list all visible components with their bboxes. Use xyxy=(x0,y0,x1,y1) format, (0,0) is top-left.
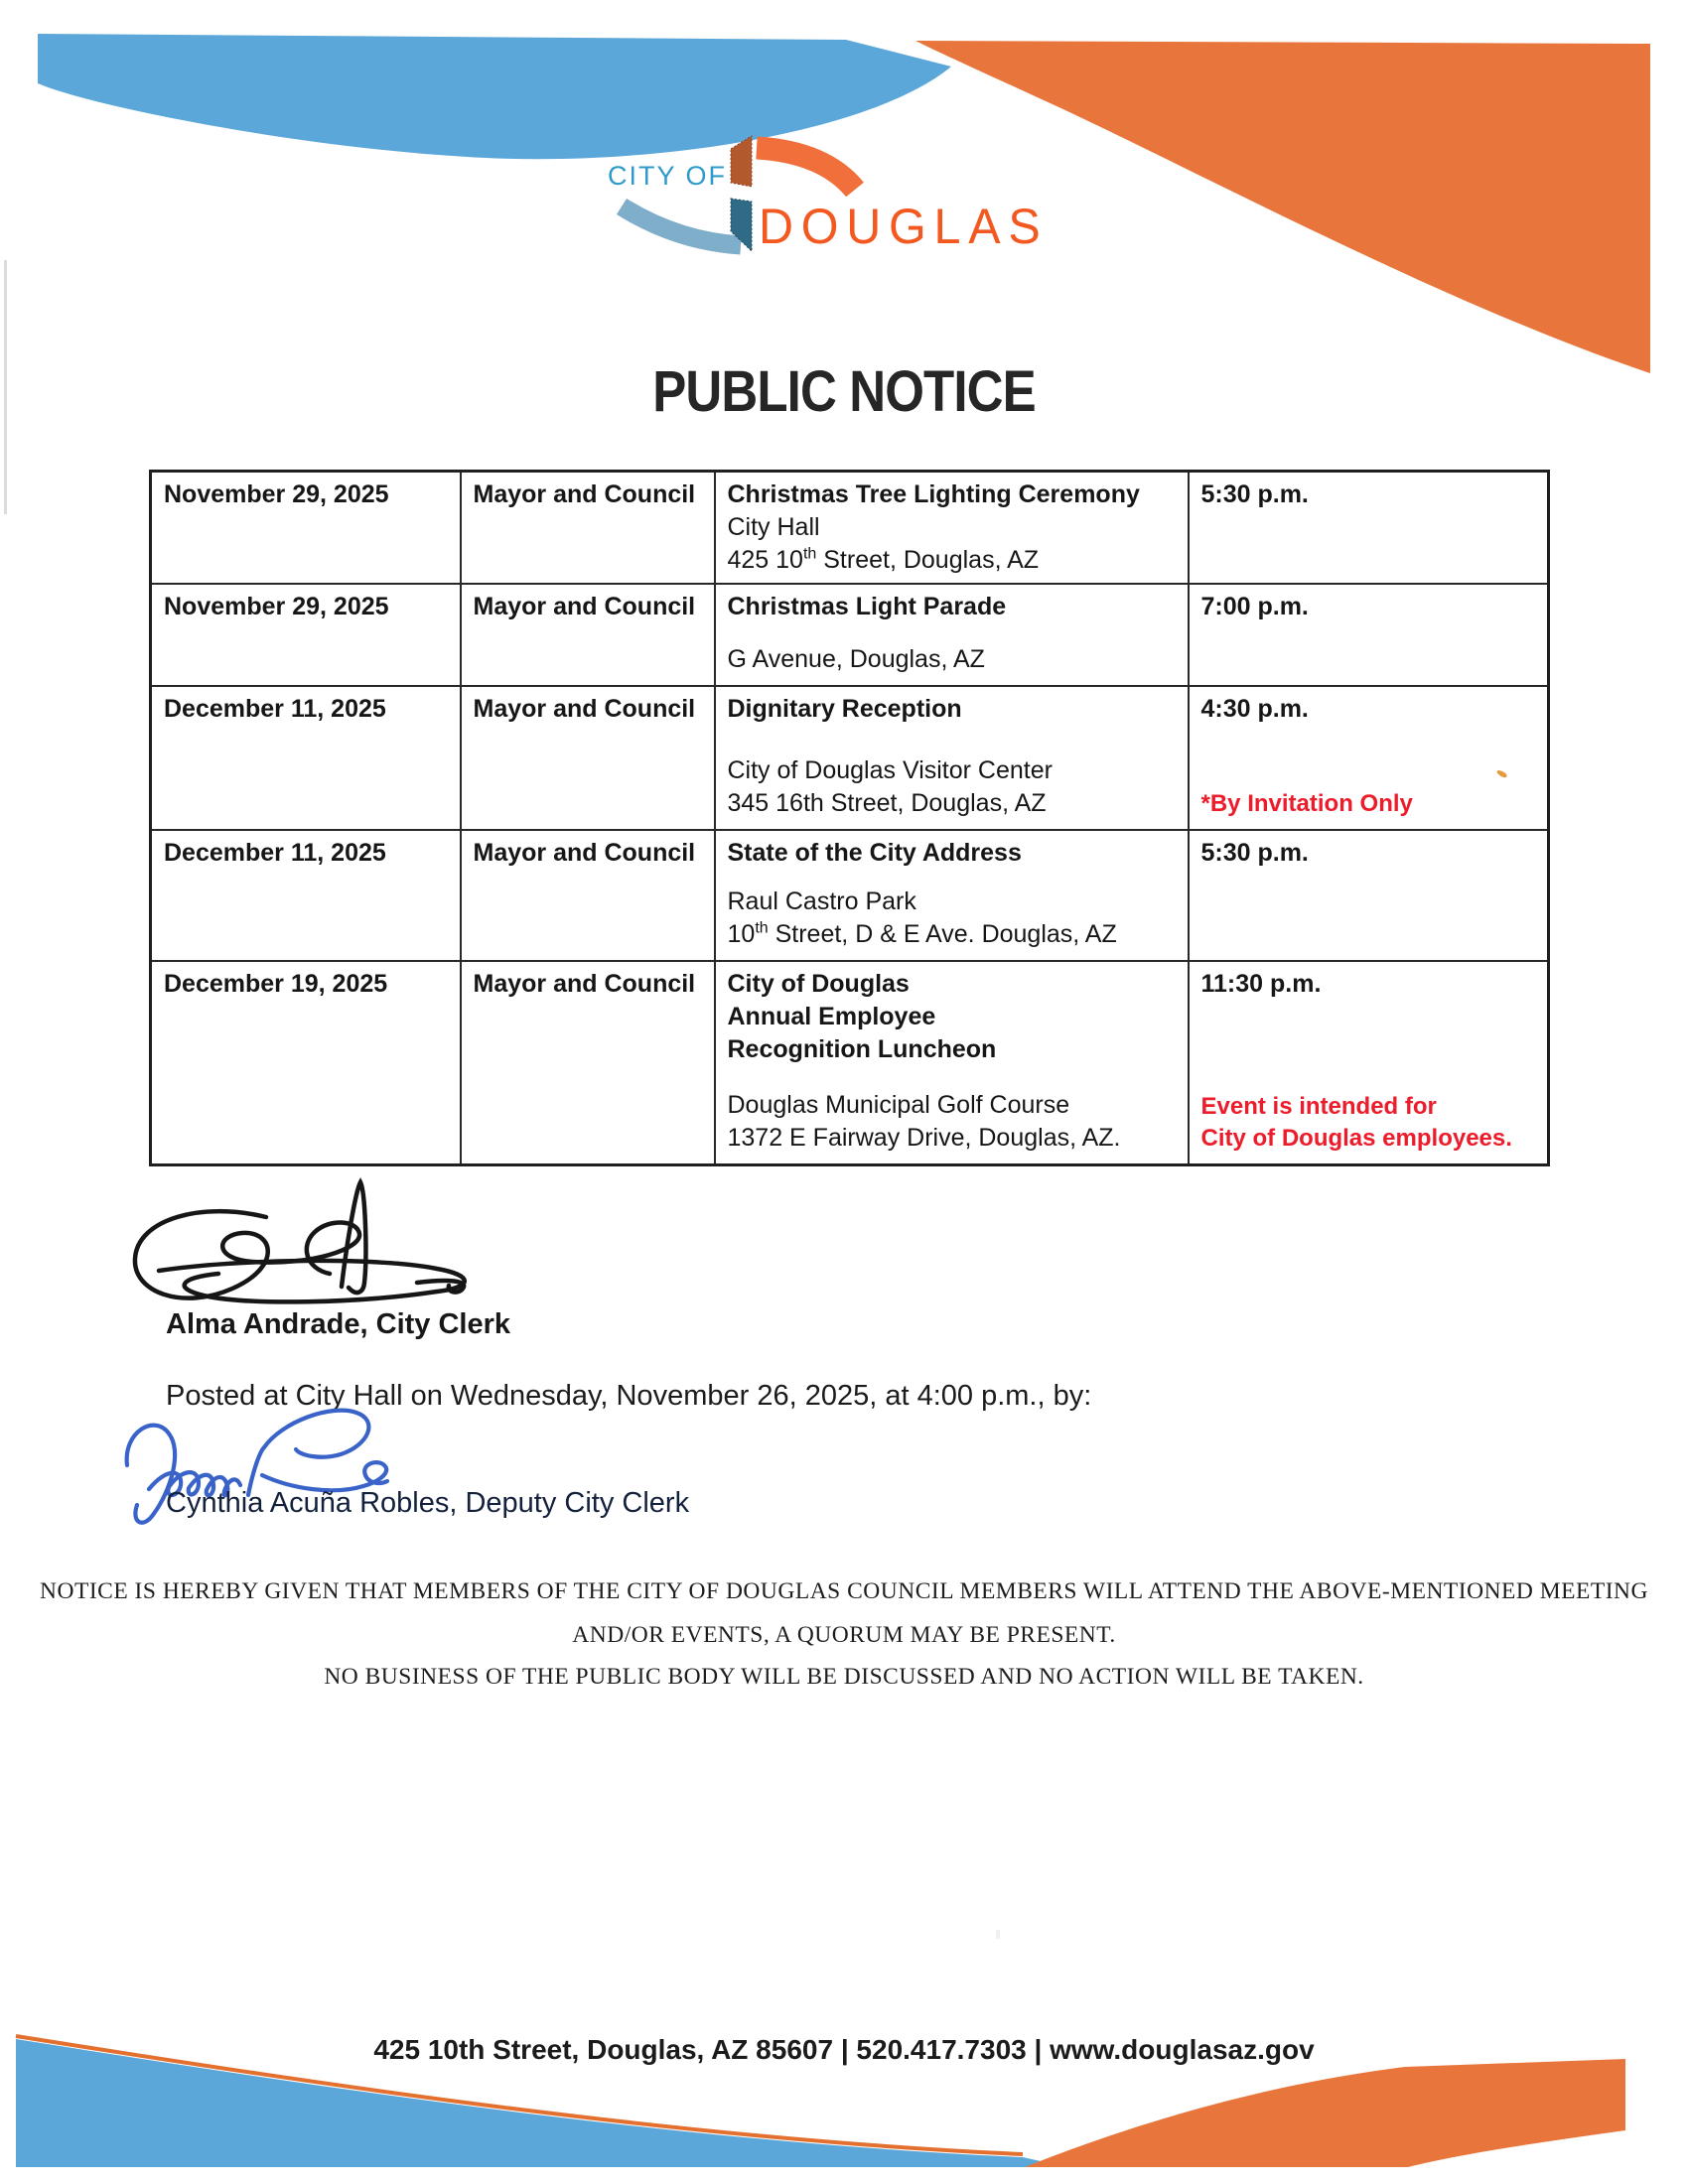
cynthia-clerk-name: Cynthia Acuña Robles, Deputy City Clerk xyxy=(166,1487,690,1519)
ordinal-superscript: th xyxy=(802,545,817,563)
event-body: Mayor and Council xyxy=(461,472,715,585)
event-details xyxy=(715,584,1189,686)
event-body: Mayor and Council xyxy=(461,584,715,686)
event-venue: Raul Castro Park xyxy=(727,887,916,915)
event-time-cell xyxy=(1189,961,1549,1164)
address-text: Street, Douglas, AZ xyxy=(816,546,1040,574)
event-venue: City of Douglas Visitor Center xyxy=(727,756,1053,784)
event-body: Mayor and Council xyxy=(461,961,715,1164)
event-time: 5:30 p.m. xyxy=(1189,830,1549,961)
table-row xyxy=(151,584,1549,686)
legal-notice-line: AND/OR EVENTS, A QUORUM MAY BE PRESENT. xyxy=(572,1622,1116,1648)
legal-notice-line: NOTICE IS HEREBY GIVEN THAT MEMBERS OF THE CITY OF DOUGLAS COUNCIL MEMBERS WILL ATTEND THE ABOVE-MENTIONED MEETING xyxy=(40,1578,1648,1604)
event-time-cell xyxy=(1189,686,1549,830)
logo-douglas-text: DOUGLAS xyxy=(759,199,1049,254)
event-date: December 11, 2025 xyxy=(151,830,461,961)
events-table xyxy=(149,470,1550,1166)
event-venue: City Hall xyxy=(727,513,820,541)
logo-city-of-text: CITY OF xyxy=(608,161,728,191)
event-date: December 19, 2025 xyxy=(151,961,461,1164)
table-row xyxy=(151,961,1549,1164)
event-details xyxy=(715,686,1189,830)
event-details xyxy=(715,830,1189,961)
event-details xyxy=(715,961,1189,1164)
event-body: Mayor and Council xyxy=(461,830,715,961)
event-body: Mayor and Council xyxy=(461,686,715,830)
event-title: Christmas Light Parade xyxy=(727,593,1007,620)
scan-artifact xyxy=(4,260,7,514)
scan-artifact xyxy=(996,1930,1000,1939)
event-time: 11:30 p.m. xyxy=(1200,970,1322,998)
employee-event-note: Event is intended for xyxy=(1200,1093,1437,1120)
event-date: December 11, 2025 xyxy=(151,686,461,830)
employee-event-note: City of Douglas employees. xyxy=(1200,1125,1512,1152)
posted-statement: Posted at City Hall on Wednesday, November 26, 2025, at 4:00 p.m., by: xyxy=(166,1380,1092,1412)
footer-orange-swoosh xyxy=(1025,2059,1625,2167)
table-row xyxy=(151,830,1549,961)
footer-contact-info: 425 10th Street, Douglas, AZ 85607 | 520.417.7303 | www.douglasaz.gov xyxy=(373,2034,1315,2065)
event-venue: Douglas Municipal Golf Course xyxy=(727,1091,1070,1119)
event-title: Recognition Luncheon xyxy=(727,1035,997,1063)
event-title: Dignitary Reception xyxy=(727,695,962,723)
event-address: 1372 E Fairway Drive, Douglas, AZ. xyxy=(727,1124,1121,1152)
event-title: City of Douglas xyxy=(727,970,910,998)
event-date: November 29, 2025 xyxy=(151,584,461,686)
event-time: 7:00 p.m. xyxy=(1189,584,1549,686)
event-time: 4:30 p.m. xyxy=(1200,695,1309,723)
event-title: State of the City Address xyxy=(727,839,1022,867)
event-venue: G Avenue, Douglas, AZ xyxy=(727,645,985,673)
legal-notice-line: NO BUSINESS OF THE PUBLIC BODY WILL BE DISCUSSED AND NO ACTION WILL BE TAKEN. xyxy=(324,1664,1364,1690)
event-address: 345 16th Street, Douglas, AZ xyxy=(727,789,1047,817)
cynthia-robles-signature xyxy=(111,1394,449,1543)
table-row xyxy=(151,472,1549,585)
event-address xyxy=(728,544,1176,577)
event-time: 5:30 p.m. xyxy=(1189,472,1549,585)
address-text: Street, D & E Ave. Douglas, AZ xyxy=(768,920,1117,948)
alma-clerk-name: Alma Andrade, City Clerk xyxy=(166,1308,511,1340)
ordinal-superscript: th xyxy=(755,919,769,937)
invitation-only-note: *By Invitation Only xyxy=(1200,790,1413,817)
event-address xyxy=(728,918,1176,951)
page-title: PUBLIC NOTICE xyxy=(652,359,1036,424)
alma-andrade-signature xyxy=(117,1173,485,1330)
footer-swoosh-graphic xyxy=(0,1985,1688,2184)
event-details xyxy=(715,472,1189,585)
address-text: 425 10 xyxy=(727,546,803,574)
event-title: Christmas Tree Lighting Ceremony xyxy=(727,480,1140,508)
table-row xyxy=(151,686,1549,830)
event-date: November 29, 2025 xyxy=(151,472,461,585)
address-text: 10 xyxy=(727,920,756,948)
event-title: Annual Employee xyxy=(727,1003,936,1030)
